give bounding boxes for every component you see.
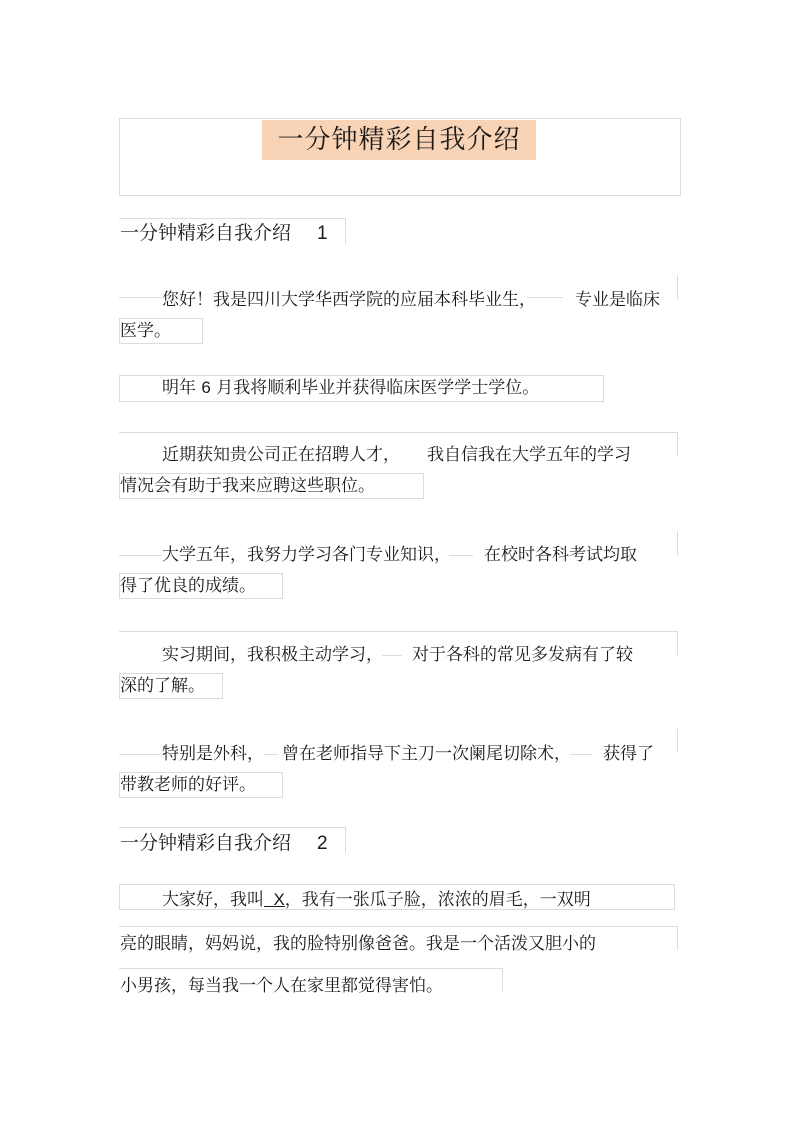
p1-line1 — [162, 288, 536, 312]
p2-text-a: 明年 — [162, 378, 196, 398]
p2-text-b: 月我将顺利毕业并获得临床医学学士学位。 — [216, 378, 540, 398]
p4-tick — [677, 531, 678, 555]
p1-line1-a: 您好！我是四川大学华西学院的应届本科毕业生， — [162, 290, 536, 310]
p6-tick — [677, 729, 678, 753]
s2-line1-b: ，我有一张瓜子脸，浓浓的眉毛，一双明 — [284, 890, 591, 910]
p5-gap-rule — [382, 655, 402, 656]
p2-number: 6 — [201, 378, 211, 397]
p3-tick — [677, 432, 678, 456]
s2-line2: 亮的眼睛，妈妈说，我的脸特别像爸爸。我是一个活泼又胆小的 — [120, 934, 596, 954]
section-1-heading-tick — [345, 218, 346, 244]
p4-line2: 得了优良的成绩。 — [120, 576, 256, 596]
p5-line1-a: 实习期间，我积极主动学习， — [162, 645, 383, 665]
p3-rule — [119, 432, 677, 433]
s2-line2-tick — [677, 926, 678, 950]
p4-line1-b: 在校时各科考试均取 — [484, 545, 637, 565]
p4-gap-rule — [449, 555, 473, 556]
p1-indent-rule — [119, 297, 162, 298]
p6-line2: 带教老师的好评。 — [120, 775, 256, 795]
section-2-heading-tick — [345, 827, 346, 853]
p5-line2: 深的了解。 — [120, 676, 205, 696]
s2-line3-rule — [119, 968, 502, 969]
p1-line1-b: 专业是临床 — [575, 290, 660, 310]
s2-line3-tick — [502, 968, 503, 992]
s2-line1 — [162, 888, 591, 912]
p3-line1-b: 我自信我在大学五年的学习 — [427, 445, 631, 465]
section-2-heading — [120, 830, 328, 857]
p6-gap-rule-1 — [264, 754, 278, 755]
p5-rule — [119, 631, 677, 632]
p5-line1-b: 对于各科的常见多发病有了较 — [412, 645, 633, 665]
page-title: 一分钟精彩自我介绍 — [277, 125, 521, 155]
p6-line1-c: 获得了 — [603, 744, 654, 764]
section-1-heading-number: 1 — [317, 223, 328, 244]
p6-gap-rule-2 — [570, 754, 592, 755]
s2-line3: 小男孩，每当我一个人在家里都觉得害怕。 — [120, 976, 443, 996]
p1-tick — [677, 275, 678, 299]
section-2-heading-text: 一分钟精彩自我介绍 — [120, 832, 292, 854]
p3-line2: 情况会有助于我来应聘这些职位。 — [120, 476, 375, 496]
p2-line1 — [162, 376, 539, 400]
p4-line1-a: 大学五年，我努力学习各门专业知识， — [162, 545, 451, 565]
p6-line1-b: 曾在老师指导下主刀一次阑尾切除术， — [282, 744, 571, 764]
section-1-heading-rule — [119, 218, 345, 219]
section-1-heading — [120, 220, 328, 247]
p5-tick — [677, 631, 678, 655]
section-2-heading-number: 2 — [317, 833, 328, 854]
p1-line2: 医学。 — [120, 321, 171, 341]
p6-indent-rule — [119, 754, 162, 755]
p6-line1-a: 特别是外科， — [162, 744, 264, 764]
p3-line1-a: 近期获知贵公司正在招聘人才， — [162, 445, 400, 465]
p4-indent-rule — [119, 555, 162, 556]
s2-line2-rule — [119, 926, 677, 927]
p1-gap-rule — [527, 297, 563, 298]
s2-line1-a: 大家好，我叫 — [162, 890, 264, 910]
section-2-heading-rule — [119, 827, 345, 828]
section-1-heading-text: 一分钟精彩自我介绍 — [120, 222, 292, 244]
s2-name-blank: X — [264, 890, 285, 909]
